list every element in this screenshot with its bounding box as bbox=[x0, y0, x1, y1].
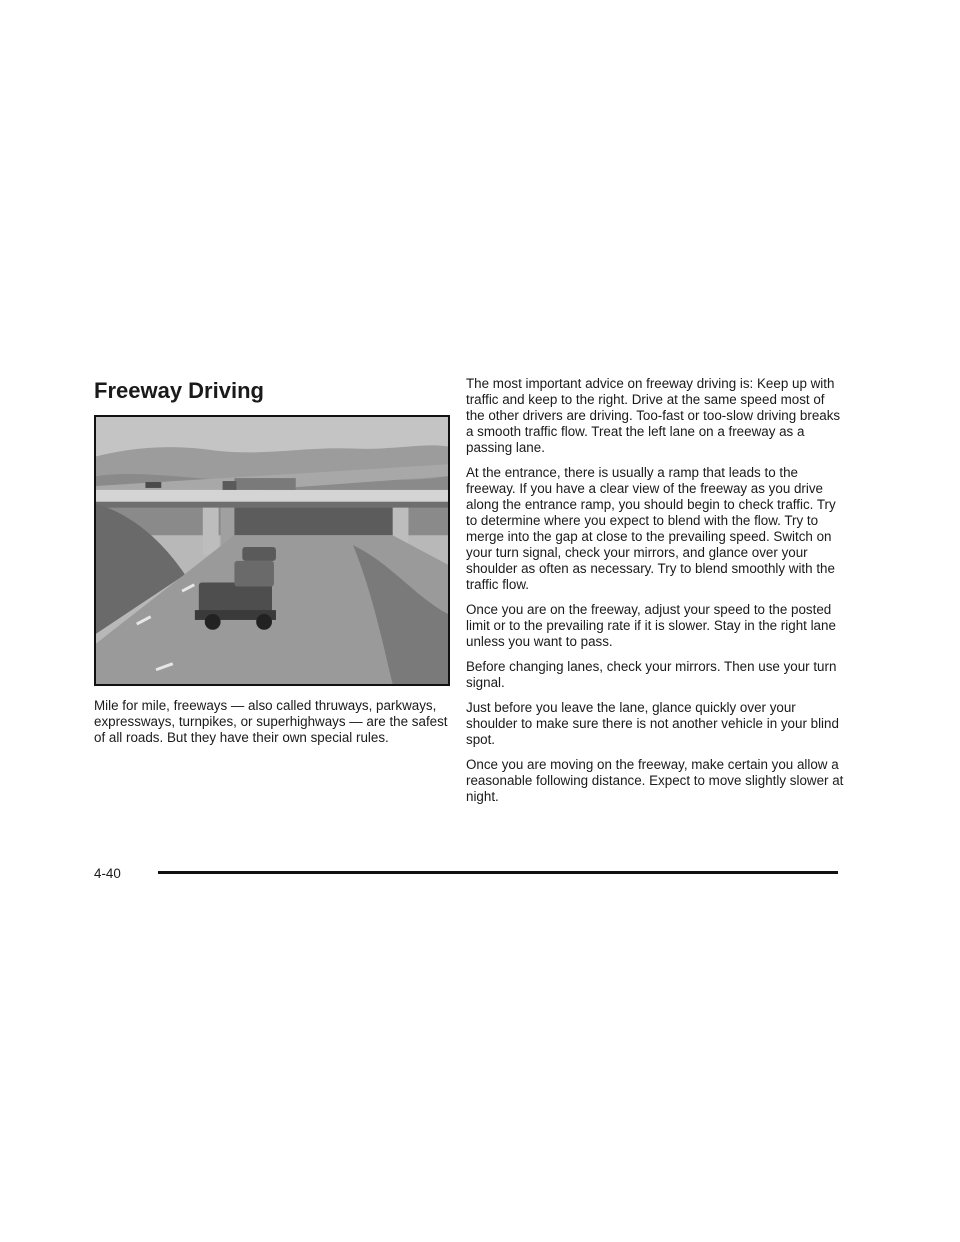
page-number: 4-40 bbox=[94, 866, 121, 881]
freeway-illustration-drawing bbox=[96, 417, 448, 684]
body-paragraph: At the entrance, there is usually a ramp that leads to the freeway. If you have a clear view of the freeway as you drive along the entrance ramp, you should begin to check traffic. Try to determine where you expect to blend with the flow. Try to merge into the gap at close to the prevailing speed. Switch on your turn signal, check your mirrors, and glance over your shoulder as often as necessary. Try to blend smoothly with the traffic flow. bbox=[466, 465, 836, 592]
body-paragraph: Once you are on the freeway, adjust your speed to the posted limit or to the prevailing rate if it is slower. Stay in the right lane unless you want to pass. bbox=[466, 602, 836, 649]
body-column bbox=[466, 376, 844, 814]
lead-paragraph: Mile for mile, freeways — also called thruways, parkways, expressways, turnpikes, or superhighways — are the safest of all roads. But they have their own special rules. bbox=[94, 698, 448, 745]
body-paragraph: Once you are moving on the freeway, make certain you allow a reasonable following distance. Expect to move slightly slower at night. bbox=[466, 757, 844, 804]
freeway-illustration bbox=[94, 415, 450, 686]
body-paragraph: Before changing lanes, check your mirrors. Then use your turn signal. bbox=[466, 659, 837, 690]
section-title: Freeway Driving bbox=[94, 378, 264, 403]
body-paragraph: Just before you leave the lane, glance quickly over your shoulder to make sure there is not another vehicle in your blind spot. bbox=[466, 700, 839, 747]
body-paragraph: The most important advice on freeway driving is: Keep up with traffic and keep to the right. Drive at the same speed most of the other drivers are driving. Too-fast or too-slow driving breaks a smooth traffic flow. Treat the left lane on a freeway as a passing lane. bbox=[466, 376, 841, 455]
footer-rule bbox=[158, 871, 838, 874]
